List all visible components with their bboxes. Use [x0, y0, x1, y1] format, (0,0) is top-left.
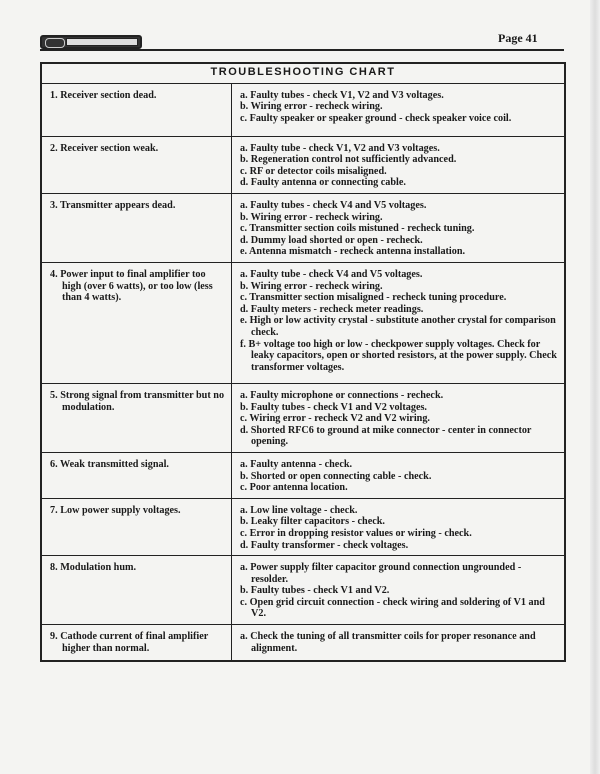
symptom-cell [41, 498, 232, 555]
cause-item: a. Power supply filter capacitor ground connection ungrounded - resolder. [240, 562, 522, 585]
table-row [41, 452, 565, 498]
cause-item: d. Dummy load shorted or open - recheck. [240, 234, 423, 246]
causes-cell [232, 383, 566, 452]
symptom-cell [41, 383, 232, 452]
symptom-text: 5. Strong signal from transmitter but no modulation. [50, 389, 225, 413]
cause-item: c. Transmitter section misaligned - recheck tuning procedure. [240, 292, 507, 304]
symptom-text: 9. Cathode current of final amplifier higher than normal. [50, 631, 209, 654]
cause-item: a. Faulty tube - check V4 and V5 voltages. [240, 268, 423, 280]
cause-item: b. Wiring error - recheck wiring. [240, 101, 383, 113]
cause-item: a. Faulty antenna - check. [240, 458, 353, 470]
symptom-cell [41, 136, 232, 193]
symptom-cell [41, 83, 232, 136]
symptom-text: 1. Receiver section dead. [50, 89, 157, 101]
table-row [41, 556, 565, 625]
symptom-cell [41, 452, 232, 498]
table-row [41, 136, 565, 193]
title-row [41, 63, 565, 83]
scan-edge [590, 0, 600, 774]
symptom-text: 4. Power input to final amplifier too high (over 6 watts), or too low (less than 4 watts). [50, 268, 213, 304]
cause-item: c. Faulty speaker or speaker ground - check speaker voice coil. [240, 112, 512, 124]
cause-item: b. Wiring error - recheck wiring. [240, 280, 383, 292]
cause-item: e. High or low activity crystal - substitute another crystal for comparison check. [240, 315, 556, 338]
symptom-cell [41, 193, 232, 262]
causes-cell [232, 556, 566, 625]
table-row [41, 625, 565, 661]
cause-item: c. Open grid circuit connection - check wiring and soldering of V1 and V2. [240, 596, 545, 620]
causes-cell [232, 83, 566, 136]
cause-item: c. RF or detector coils misaligned. [240, 165, 387, 177]
cause-item: b. Regeneration control not sufficiently advanced. [240, 154, 457, 166]
header-rule [40, 49, 564, 51]
table-row [41, 498, 565, 555]
heathkit-logo [40, 35, 142, 49]
symptom-cell [41, 625, 232, 661]
causes-cell [232, 262, 566, 383]
page-number: Page 41 [498, 31, 538, 45]
symptom-text: 8. Modulation hum. [50, 562, 137, 574]
causes-cell [232, 136, 566, 193]
logo-emblem-icon [45, 38, 65, 48]
chart-title: TROUBLESHOOTING CHART [41, 63, 565, 83]
symptom-text: 3. Transmitter appears dead. [50, 199, 176, 211]
causes-cell [232, 625, 566, 661]
cause-item: b. Shorted or open connecting cable - check. [240, 470, 432, 482]
symptom-cell [41, 262, 232, 383]
cause-item: e. Antenna mismatch - recheck antenna installation. [240, 246, 466, 258]
cause-item: c. Transmitter section coils mistuned - recheck tuning. [240, 223, 475, 235]
symptom-text: 6. Weak transmitted signal. [50, 458, 169, 470]
cause-item: b. Wiring error - recheck wiring. [240, 211, 383, 223]
cause-item: b. Faulty tubes - check V1 and V2. [240, 585, 390, 597]
cause-item: c. Poor antenna location. [240, 482, 348, 494]
cause-item: d. Faulty antenna or connecting cable. [240, 177, 406, 189]
cause-item: d. Shorted RFC6 to ground at mike connector - center in connector opening. [240, 424, 532, 448]
cause-item: d. Faulty meters - recheck meter readings. [240, 303, 424, 315]
symptom-text: 7. Low power supply voltages. [50, 504, 181, 516]
cause-item: a. Faulty tubes - check V4 and V5 voltages. [240, 199, 427, 211]
logo-wordmark [66, 38, 138, 46]
cause-item: c. Wiring error - recheck V2 and V2 wiring. [240, 413, 430, 425]
cause-item: d. Faulty transformer - check voltages. [240, 539, 409, 551]
causes-cell [232, 452, 566, 498]
table-row [41, 193, 565, 262]
cause-item: a. Faulty tube - check V1, V2 and V3 voltages. [240, 142, 440, 154]
cause-item: f. B+ voltage too high or low - checkpower supply voltages. Check for leaky capacitors, open or shorted resistors, at the power supply. Check transformer voltages. [240, 338, 557, 373]
causes-cell [232, 193, 566, 262]
table-row [41, 262, 565, 383]
symptom-text: 2. Receiver section weak. [50, 142, 159, 154]
cause-item: a. Check the tuning of all transmitter coils for proper resonance and alignment. [240, 631, 536, 654]
cause-item: c. Error in dropping resistor values or wiring - check. [240, 527, 472, 539]
cause-item: a. Low line voltage - check. [240, 504, 358, 516]
cause-item: a. Faulty microphone or connections - recheck. [240, 389, 444, 401]
cause-item: b. Faulty tubes - check V1 and V2 voltages. [240, 401, 427, 413]
table-row [41, 383, 565, 452]
causes-cell [232, 498, 566, 555]
symptom-cell [41, 556, 232, 625]
cause-item: b. Leaky filter capacitors - check. [240, 516, 385, 528]
table-row [41, 83, 565, 136]
troubleshooting-table [40, 62, 566, 662]
cause-item: a. Faulty tubes - check V1, V2 and V3 voltages. [240, 89, 444, 101]
